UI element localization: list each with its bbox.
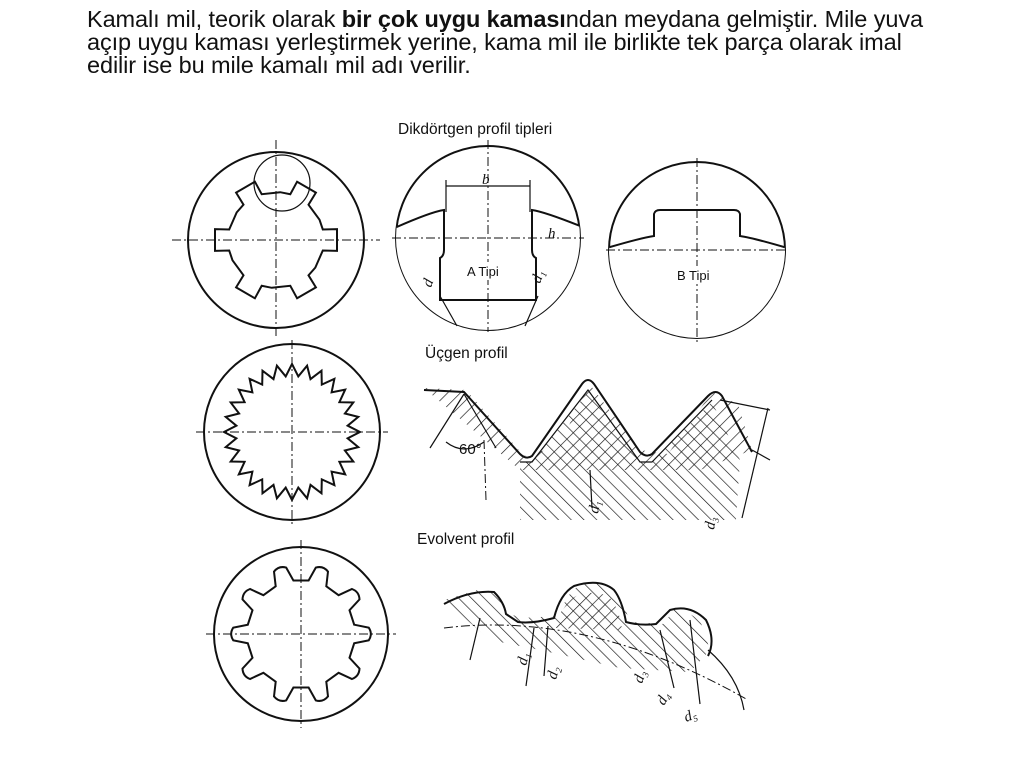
type-b-label: B Tipi	[677, 268, 710, 283]
intro-text-1: Kamalı mil, teorik olarak	[87, 6, 342, 32]
inv-d2-label: d₂	[544, 664, 564, 682]
inv-d3-label: d₃	[630, 667, 651, 686]
inv-d5-label: d₅	[681, 706, 700, 726]
intro-text-bold: bir çok uygu kaması	[341, 6, 566, 32]
involute-spline-section	[206, 540, 396, 728]
section-title-involute: Evolvent profil	[417, 531, 515, 548]
dim-d-label: d	[419, 276, 438, 290]
type-a-label: A Tipi	[467, 264, 499, 279]
rect-spline-type-a	[390, 140, 590, 340]
tri-d3-label: d₃	[702, 515, 721, 531]
intro-text-2: ndan meydana gelmiştir. Mile yuva açıp uygu kaması yerleştirmek yerine, kama mil ile birlikte tek parça olarak imal edilir ise bu mile kamalı mil adı verilir.	[87, 6, 923, 78]
dim-b-label: b	[482, 172, 490, 188]
involute-profile-detail	[444, 582, 748, 726]
section-title-rectangular: Dikdörtgen profil tipleri	[398, 121, 553, 138]
inv-d4-label: d₄	[653, 688, 674, 708]
triangular-profile-detail	[424, 380, 770, 531]
triangular-spline-section	[196, 340, 388, 526]
section-title-triangular: Üçgen profil	[425, 345, 508, 362]
angle-label: 60°	[459, 441, 482, 458]
tri-d1-label: d₁	[586, 499, 605, 515]
dim-h-label: h	[548, 226, 556, 242]
inv-d1-label: d₁	[514, 650, 534, 668]
rect-spline-section	[172, 140, 380, 338]
dim-d1-label: d₁	[528, 267, 549, 286]
rect-spline-type-b	[600, 158, 794, 350]
